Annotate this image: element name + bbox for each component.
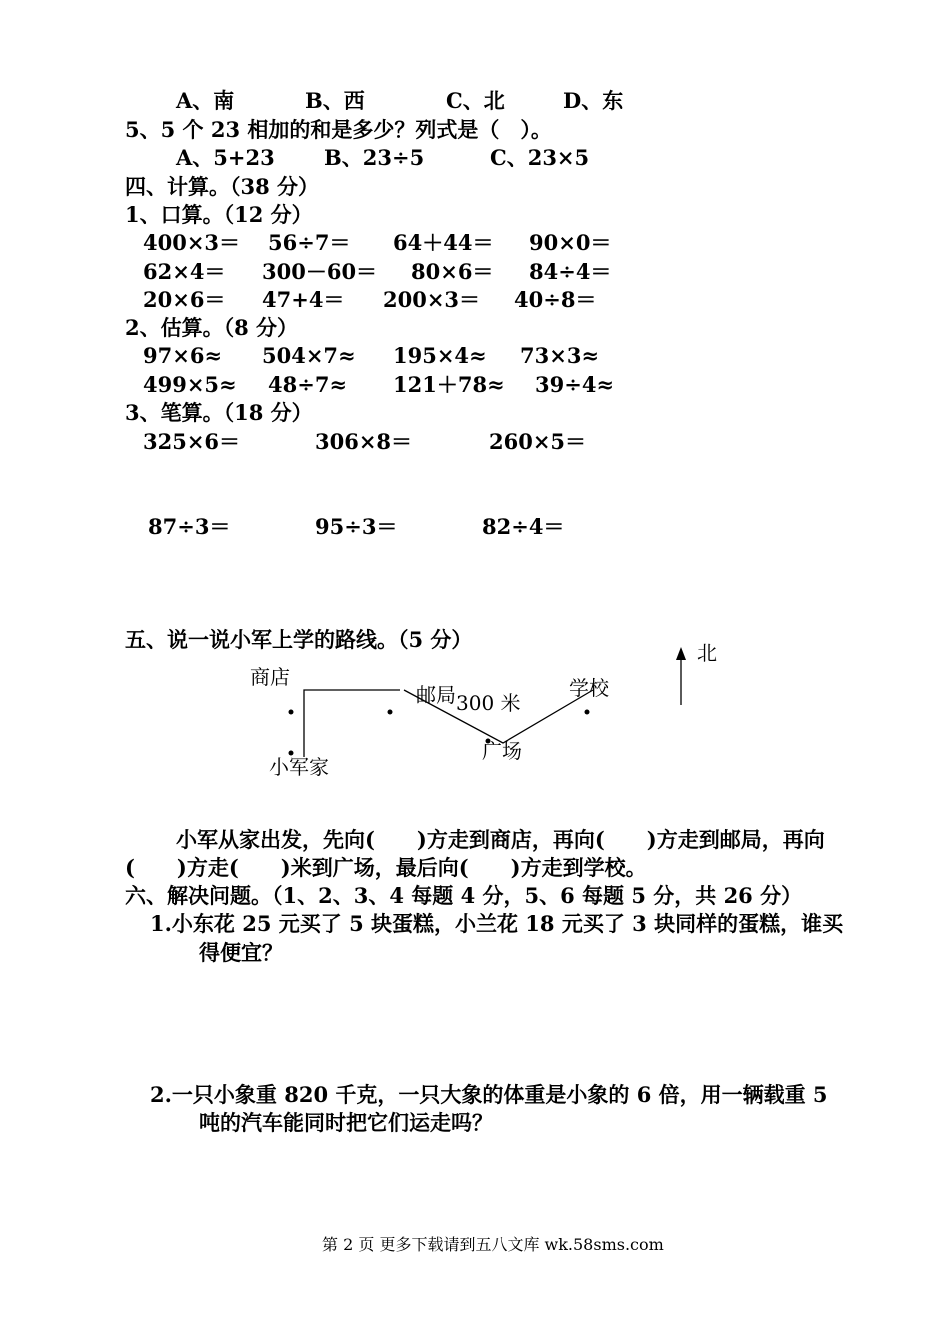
estimate-item: 121＋78≈ xyxy=(393,372,505,397)
map-distance-label: 300 米 xyxy=(456,691,521,715)
oral-item: 47+4＝ xyxy=(262,287,345,312)
written-item: 82÷4＝ xyxy=(482,514,565,539)
map-dot xyxy=(289,710,294,715)
home-to-shop-route xyxy=(304,690,400,757)
oral-item: 200×3＝ xyxy=(383,287,481,312)
estimate-item: 39÷4≈ xyxy=(535,372,615,397)
q5-option-b: B、23÷5 xyxy=(324,145,425,170)
section6-title: 六、解决问题。（1、2、3、4 每题 4 分，5、6 每题 5 分，共 26 分） xyxy=(125,883,803,908)
map-dot xyxy=(388,710,393,715)
written-item: 325×6＝ xyxy=(143,429,241,454)
oral-item: 400×3＝ xyxy=(143,230,241,255)
oral-item: 56÷7＝ xyxy=(268,230,351,255)
problem1-line1: 1.小东花 25 元买了 5 块蛋糕，小兰花 18 元买了 3 块同样的蛋糕，谁买 xyxy=(150,911,844,936)
map-north-label: 北 xyxy=(697,641,717,665)
map-dot xyxy=(585,710,590,715)
route-sentence-line1: 小军从家出发，先向( )方走到商店，再向( )方走到邮局，再向 xyxy=(176,827,825,852)
estimate-item: 499×5≈ xyxy=(143,372,237,397)
map-home-label: 小军家 xyxy=(269,755,329,779)
map-square-label: 广场 xyxy=(482,739,522,763)
page-footer: 第 2 页 更多下载请到五八文库 wk.58sms.com xyxy=(322,1235,664,1254)
estimate-item: 73×3≈ xyxy=(520,343,600,368)
q4-option-a: A、南 xyxy=(176,88,235,113)
q4-option-d: D、东 xyxy=(563,88,624,113)
written-item: 87÷3＝ xyxy=(148,514,231,539)
section4-title: 四、计算。（38 分） xyxy=(125,174,320,199)
oral-item: 20×6＝ xyxy=(143,287,226,312)
written-title: 3、笔算。（18 分） xyxy=(125,400,313,425)
estimate-item: 195×4≈ xyxy=(393,343,487,368)
estimate-item: 504×7≈ xyxy=(262,343,356,368)
map-post-office-label: 邮局 xyxy=(416,683,456,707)
q5-option-a: A、5+23 xyxy=(176,145,275,170)
estimate-title: 2、估算。（8 分） xyxy=(125,315,299,340)
section5-title: 五、说一说小军上学的路线。（5 分） xyxy=(125,627,473,652)
q5-question: 5、5 个 23 相加的和是多少？列式是（ ）。 xyxy=(125,117,552,142)
q5-option-c: C、23×5 xyxy=(490,145,590,170)
problem2-line2: 吨的汽车能同时把它们运走吗？ xyxy=(199,1110,493,1135)
q4-option-c: C、北 xyxy=(446,88,505,113)
estimate-item: 48÷7≈ xyxy=(268,372,348,397)
q4-option-b: B、西 xyxy=(305,88,365,113)
oral-item: 300－60＝ xyxy=(262,259,378,284)
written-item: 306×8＝ xyxy=(315,429,413,454)
oral-title: 1、口算。（12 分） xyxy=(125,202,313,227)
map-shop-label: 商店 xyxy=(250,665,290,689)
written-item: 260×5＝ xyxy=(489,429,587,454)
written-item: 95÷3＝ xyxy=(315,514,398,539)
map-school-label: 学校 xyxy=(569,676,609,700)
estimate-item: 97×6≈ xyxy=(143,343,223,368)
problem1-line2: 得便宜？ xyxy=(199,940,283,965)
north-arrow-head xyxy=(676,647,686,660)
route-sentence-line2: ( )方走( )米到广场，最后向( )方走到学校。 xyxy=(125,855,647,880)
problem2-line1: 2.一只小象重 820 千克，一只大象的体重是小象的 6 倍，用一辆载重 5 xyxy=(150,1082,828,1107)
oral-item: 64＋44＝ xyxy=(393,230,494,255)
oral-item: 90×0＝ xyxy=(529,230,612,255)
oral-item: 84÷4＝ xyxy=(529,259,612,284)
oral-item: 80×6＝ xyxy=(411,259,494,284)
oral-item: 62×4＝ xyxy=(143,259,226,284)
oral-item: 40÷8＝ xyxy=(514,287,597,312)
